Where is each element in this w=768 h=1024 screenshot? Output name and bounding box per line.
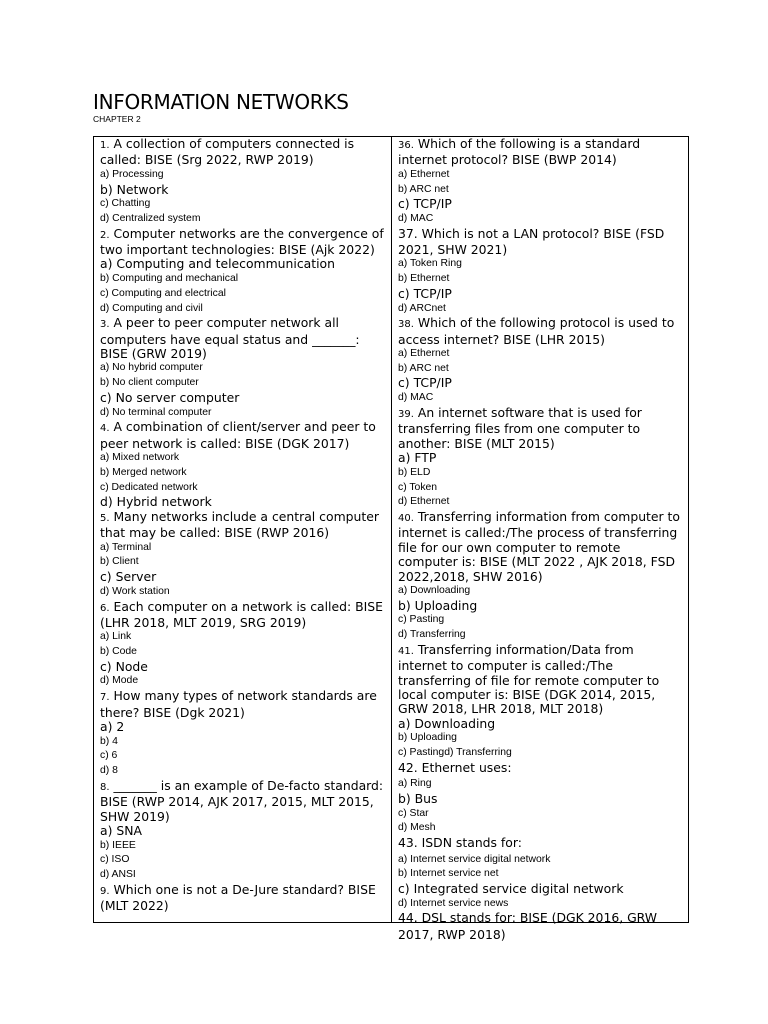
option: d) Computing and civil <box>100 302 203 314</box>
question-text <box>398 643 684 717</box>
option: d) 8 <box>100 765 118 777</box>
question-body: Transferring information/Data from internet to computer is called:/The transferring of file for remote computer to local computer is: BISE (DGK 2014, 2015, GRW 2018, LHR 2018, MLT 2018) <box>398 641 660 717</box>
option: c) Computing and electrical <box>100 287 226 299</box>
question-number: 6. <box>100 602 110 614</box>
option: d) Mesh <box>398 822 436 834</box>
option: b) ARC net <box>398 362 449 374</box>
questions-table <box>93 136 689 942</box>
option: a) Terminal <box>100 541 152 553</box>
answer-option: c) Node <box>100 658 148 674</box>
question-number: 1. <box>100 140 110 151</box>
answer-option: a) Computing and telecommunication <box>100 256 335 272</box>
question-text <box>398 406 684 451</box>
question-text <box>100 600 387 631</box>
question-body: Transferring information from computer to internet is called:/The process of transferring file for our own computer to remote computer is: BISE (MLT 2022 , AJK 2018, FSD 2022,2018, SHW 2016) <box>398 508 681 584</box>
answer-option: b) Network <box>100 181 169 197</box>
question-body: 37. Which is not a LAN protocol? BISE (FSD 2021, SHW 2021) <box>398 225 665 258</box>
question-number: 39. <box>398 408 414 420</box>
question-body: Which of the following protocol is used to access internet? BISE (LHR 2015) <box>398 315 675 347</box>
question-text <box>398 911 684 942</box>
question-text <box>398 510 684 584</box>
question-text <box>398 761 684 777</box>
option: d) Centralized system <box>100 212 201 224</box>
question-body: An internet software that is used for transferring files from one computer to another: BISE (MLT 2015) <box>398 404 642 451</box>
answer-option: a) 2 <box>100 718 125 734</box>
page-title: INFORMATION NETWORKS <box>93 90 349 114</box>
answer-option: a) FTP <box>398 450 437 466</box>
option: a) Ethernet <box>398 168 450 180</box>
option: b) No client computer <box>100 377 199 389</box>
option: d) Work station <box>100 585 170 597</box>
question-body: A collection of computers connected is called: BISE (Srg 2022, RWP 2019) <box>100 136 355 168</box>
option: d) MAC <box>398 212 434 224</box>
option: d) Transferring <box>398 629 466 641</box>
question-number: 8. <box>100 781 110 793</box>
question-body: _______ is an example of De-facto standard: BISE (RWP 2014, AJK 2017, 2015, MLT 2015, SHW 2019) <box>100 777 384 824</box>
option: d) ARCnet <box>398 302 446 314</box>
question-body: How many types of network standards are there? BISE (Dgk 2021) <box>100 688 377 720</box>
answer-option: c) Integrated service digital network <box>398 880 624 896</box>
option: c) ISO <box>100 854 130 866</box>
chapter-label: CHAPTER 2 <box>93 114 141 124</box>
question-text <box>100 137 387 168</box>
question-number: 36. <box>398 140 414 151</box>
option: a) Ring <box>398 778 432 790</box>
option: a) Link <box>100 631 132 643</box>
question-number: 38. <box>398 319 414 331</box>
question-number: 5. <box>100 512 110 524</box>
option: a) No hybrid computer <box>100 362 203 374</box>
question-number: 41. <box>398 645 414 657</box>
right-question-column <box>392 136 688 942</box>
answer-option: a) SNA <box>100 823 142 838</box>
question-text <box>398 316 684 347</box>
option: b) Internet service net <box>398 868 499 880</box>
option: d) No terminal computer <box>100 406 212 418</box>
question-body: 42. Ethernet uses: <box>398 759 512 775</box>
answer-option: c) TCP/IP <box>398 285 452 301</box>
question-text <box>398 137 684 168</box>
question-text <box>100 227 387 258</box>
question-text <box>398 836 684 852</box>
question-text <box>100 883 387 914</box>
option: b) Merged network <box>100 466 187 478</box>
answer-option: b) Uploading <box>398 597 478 613</box>
question-body: Which one is not a De-Jure standard? BISE (MLT 2022) <box>100 881 376 914</box>
option: a) Internet service digital network <box>398 853 551 865</box>
option: b) Uploading <box>398 732 457 744</box>
option: a) Ethernet <box>398 348 450 360</box>
answer-option: b) Bus <box>398 791 438 806</box>
question-number: 7. <box>100 692 110 704</box>
question-body: Many networks include a central computer that may be called: BISE (RWP 2016) <box>100 508 379 541</box>
answer-option: d) Hybrid network <box>100 494 212 510</box>
question-text <box>100 689 387 720</box>
question-number: 3. <box>100 319 110 331</box>
option: d) Mode <box>100 675 139 687</box>
question-number: 9. <box>100 885 110 897</box>
question-number: 2. <box>100 229 110 241</box>
answer-option: c) No server computer <box>100 389 240 405</box>
option: c) Dedicated network <box>100 481 198 493</box>
question-body: 43. ISDN stands for: <box>398 835 522 851</box>
question-body: Each computer on a network is called: BISE (LHR 2018, MLT 2019, SRG 2019) <box>100 598 383 630</box>
option: c) Star <box>398 807 429 819</box>
option: b) 4 <box>100 735 118 747</box>
option: c) Pastingd) Transferring <box>398 747 512 759</box>
question-body: Computer networks are the convergence of two important technologies: BISE (Ajk 2022) <box>100 225 384 258</box>
option: b) Ethernet <box>398 273 450 285</box>
option: b) ARC net <box>398 183 449 195</box>
question-body: Which of the following is a standard internet protocol? BISE (BWP 2014) <box>398 136 641 168</box>
question-text <box>100 420 387 451</box>
option: d) ANSI <box>100 869 136 881</box>
question-number: 4. <box>100 423 110 435</box>
option: a) Downloading <box>398 584 471 596</box>
option: c) 6 <box>100 750 118 762</box>
answer-option: a) Downloading <box>398 715 496 731</box>
question-body: A combination of client/server and peer to peer network is called: BISE (DGK 2017) <box>100 419 376 451</box>
question-body: 44. DSL stands for: BISE (DGK 2016, GRW 2017, RWP 2018) <box>398 910 658 942</box>
option: a) Token Ring <box>398 258 462 270</box>
option: c) Token <box>398 481 438 493</box>
option: a) Mixed network <box>100 452 180 464</box>
question-text <box>100 510 387 541</box>
option: d) Ethernet <box>398 496 450 508</box>
question-text <box>398 227 684 258</box>
option: b) Code <box>100 646 137 658</box>
question-body: A peer to peer computer network all computers have equal status and _______: BISE (GRW 2019) <box>100 315 360 362</box>
answer-option: c) Server <box>100 569 157 585</box>
option: b) ELD <box>398 466 431 478</box>
option: d) MAC <box>398 392 434 404</box>
question-number: 40. <box>398 512 414 524</box>
answer-option: c) TCP/IP <box>398 375 452 391</box>
option: b) Client <box>100 556 139 568</box>
option: b) IEEE <box>100 839 136 851</box>
option: d) Internet service news <box>398 897 509 909</box>
option: b) Computing and mechanical <box>100 273 239 285</box>
option: c) Pasting <box>398 614 445 626</box>
option: a) Processing <box>100 168 164 180</box>
question-text <box>100 779 387 824</box>
option: c) Chatting <box>100 198 151 210</box>
question-text <box>100 316 387 361</box>
answer-option: c) TCP/IP <box>398 196 452 212</box>
left-question-column <box>94 137 392 922</box>
